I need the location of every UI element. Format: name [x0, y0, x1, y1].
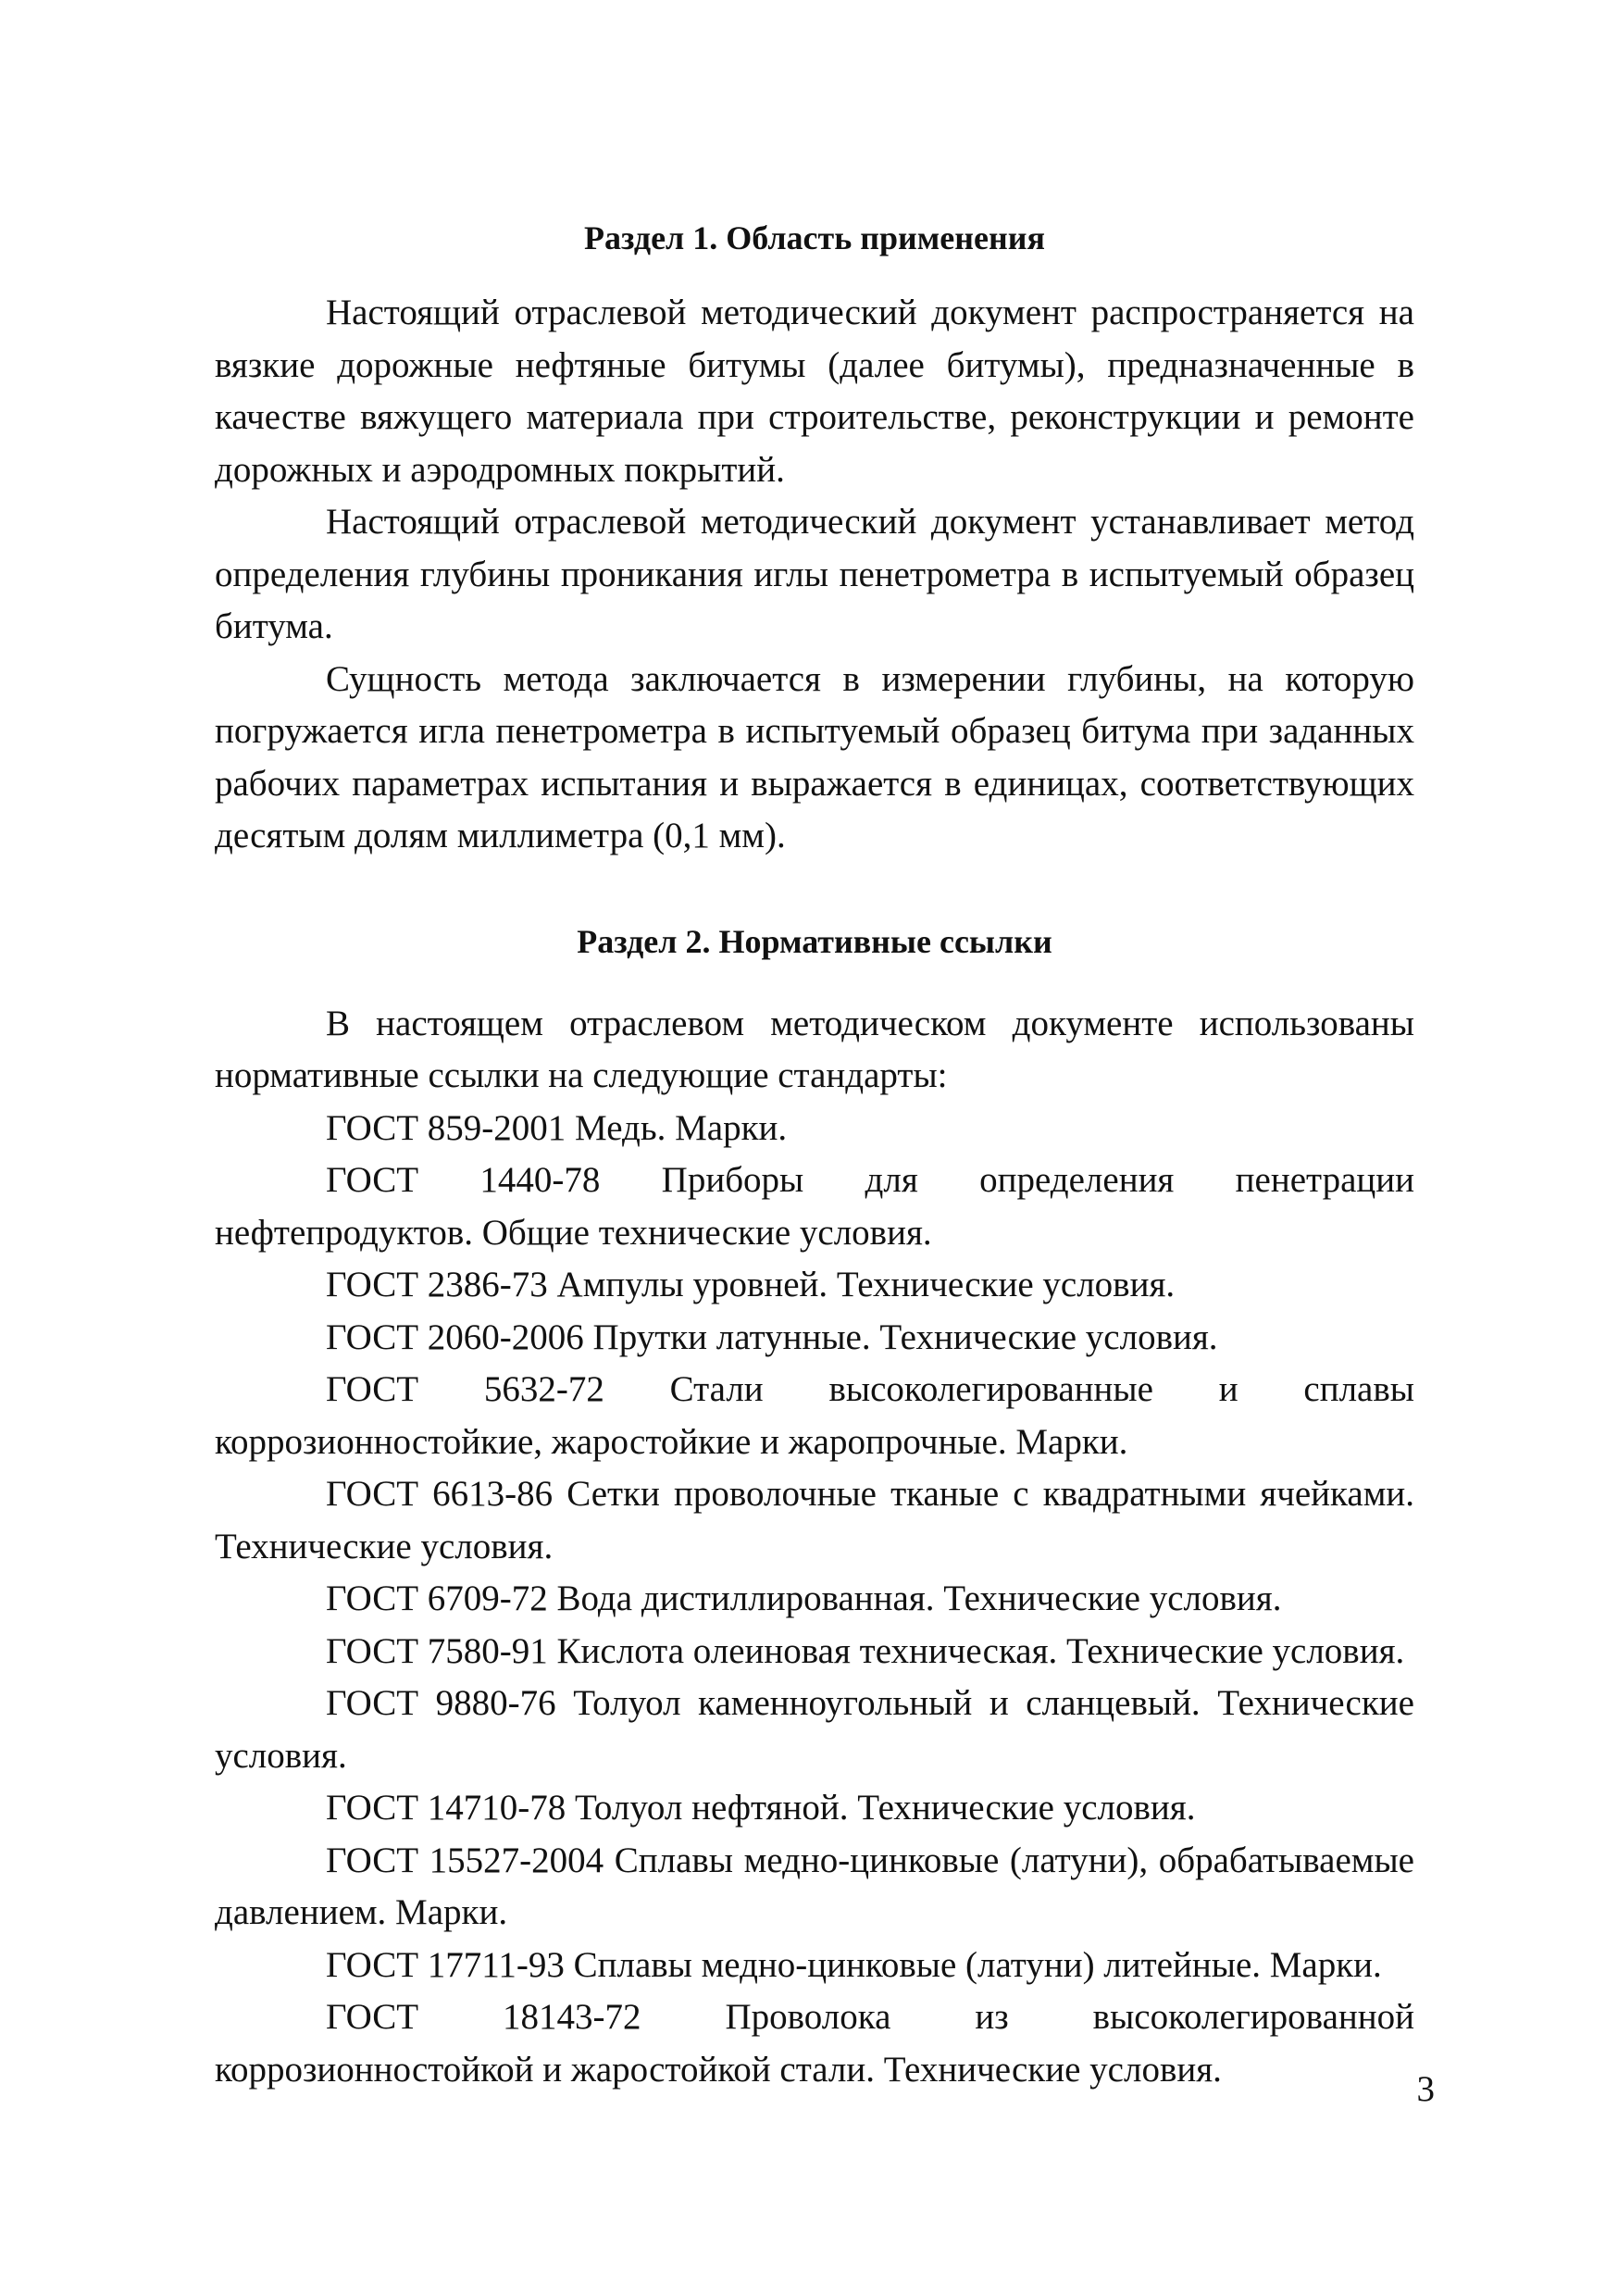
- section-1-paragraph: Настоящий отраслевой методический документ устанавливает метод определения глубины проникания иглы пенетрометра в испытуемый образец битума.: [215, 502, 1414, 646]
- reference-item: ГОСТ 5632-72 Стали высоколегированные и сплавы коррозионностойкие, жаростойкие и жаропрочные. Марки.: [215, 1369, 1414, 1462]
- reference-item: ГОСТ 14710-78 Толуол нефтяной. Технические условия.: [326, 1788, 1196, 1828]
- reference-item: ГОСТ 6613-86 Сетки проволочные тканые с квадратными ячейками. Технические условия.: [215, 1474, 1414, 1566]
- reference-item: ГОСТ 2060-2006 Прутки латунные. Технические условия.: [326, 1316, 1218, 1357]
- reference-item: ГОСТ 1440-78 Приборы для определения пенетрации нефтепродуктов. Общие технические условия.: [215, 1160, 1414, 1253]
- reference-item: ГОСТ 9880-76 Толуол каменноугольный и сланцевый. Технические условия.: [215, 1683, 1414, 1776]
- reference-item: ГОСТ 6709-72 Вода дистиллированная. Технические условия.: [326, 1578, 1282, 1618]
- reference-item: ГОСТ 859-2001 Медь. Марки.: [326, 1107, 788, 1148]
- reference-item: ГОСТ 17711-93 Сплавы медно-цинковые (латуни) литейные. Марки.: [326, 1944, 1382, 1985]
- reference-item: ГОСТ 18143-72 Проволока из высоколегированной коррозионностойкой и жаростойкой стали. Технические условия.: [215, 1997, 1414, 2090]
- section-1-paragraph: Сущность метода заключается в измерении глубины, на которую погружается игла пенетрометра в испытуемый образец битума при заданных рабочих параметрах испытания и выражается в единицах, соответствующих десятым долям миллиметра (0,1 мм).: [215, 658, 1414, 855]
- reference-item: ГОСТ 15527-2004 Сплавы медно-цинковые (латуни), обрабатываемые давлением. Марки.: [215, 1840, 1414, 1932]
- normative-references-list: [215, 998, 1414, 2097]
- reference-item: ГОСТ 2386-73 Ампулы уровней. Технические условия.: [326, 1265, 1176, 1304]
- section-2-title: Раздел 2. Нормативные ссылки: [577, 922, 1052, 960]
- page-content: [215, 211, 1414, 2096]
- section-1-paragraph: Настоящий отраслевой методический документ распространяется на вязкие дорожные нефтяные битумы (далее битумы), предназначенные в качестве вяжущего материала при строительстве, реконструкции и ремонте дорожных и аэродромных покрытий.: [215, 293, 1414, 490]
- section-2-intro: В настоящем отраслевом методическом документе использованы нормативные ссылки на следующие стандарты:: [215, 1003, 1414, 1095]
- reference-item: ГОСТ 7580-91 Кислота олеиновая техническая. Технические условия.: [326, 1630, 1405, 1671]
- section-1-title: Раздел 1. Область применения: [584, 219, 1045, 256]
- page-number: 3: [1416, 2069, 1435, 2109]
